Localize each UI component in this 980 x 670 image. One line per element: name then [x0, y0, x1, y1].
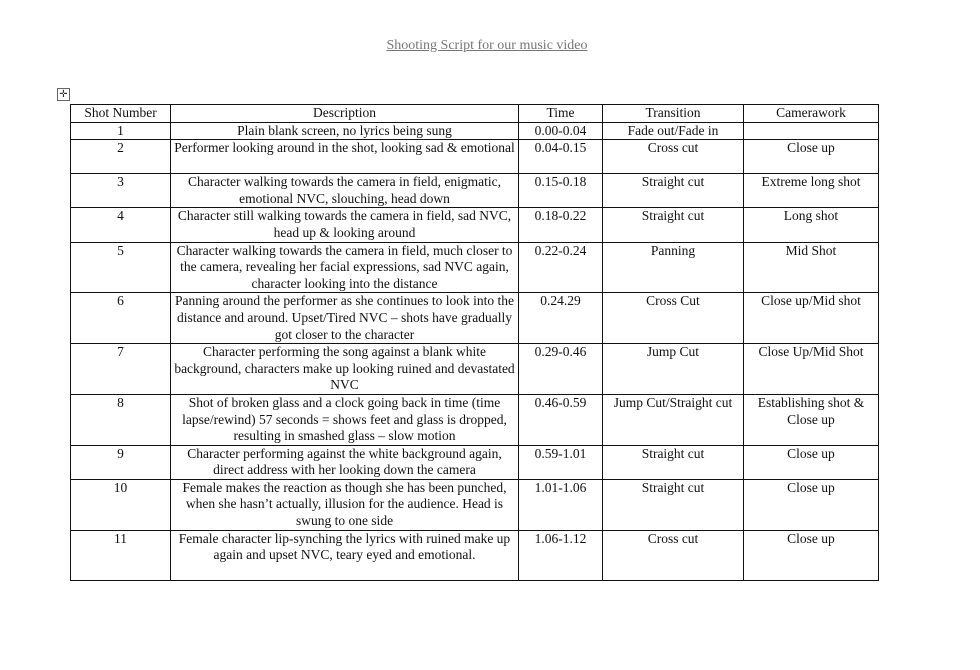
camerawork-cell: Long shot [744, 208, 879, 242]
shot-number-cell: 5 [71, 242, 171, 293]
time-cell: 0.22-0.24 [519, 242, 603, 293]
camerawork-cell: Establishing shot & Close up [744, 394, 879, 445]
time-cell: 0.15-0.18 [519, 174, 603, 208]
description-cell: Performer looking around in the shot, looking sad & emotional [171, 140, 519, 174]
table-row [71, 208, 879, 242]
time-cell: 0.24.29 [519, 293, 603, 344]
table-row [71, 174, 879, 208]
table-move-handle-icon[interactable]: ✛ [57, 88, 70, 101]
description-cell: Character performing the song against a blank white background, characters make up looking ruined and devastated NVC [171, 344, 519, 395]
time-cell: 0.29-0.46 [519, 344, 603, 395]
shot-number-cell: 2 [71, 140, 171, 174]
time-cell: 0.59-1.01 [519, 445, 603, 479]
shot-number-cell: 8 [71, 394, 171, 445]
transition-cell: Cross cut [603, 140, 744, 174]
table-row [71, 122, 879, 140]
transition-cell: Jump Cut [603, 344, 744, 395]
camerawork-cell: Close up/Mid shot [744, 293, 879, 344]
transition-cell: Panning [603, 242, 744, 293]
header-camerawork: Camerawork [744, 105, 879, 123]
shot-number-cell: 1 [71, 122, 171, 140]
transition-cell: Straight cut [603, 174, 744, 208]
transition-cell: Straight cut [603, 208, 744, 242]
shooting-script-table [70, 104, 879, 581]
shot-number-cell: 11 [71, 530, 171, 580]
table-row [71, 344, 879, 395]
camerawork-cell: Close Up/Mid Shot [744, 344, 879, 395]
transition-cell: Straight cut [603, 445, 744, 479]
header-shot-number: Shot Number [71, 105, 171, 123]
shot-number-cell: 3 [71, 174, 171, 208]
camerawork-cell [744, 122, 879, 140]
time-cell: 1.01-1.06 [519, 479, 603, 530]
header-transition: Transition [603, 105, 744, 123]
header-time: Time [519, 105, 603, 123]
camerawork-cell: Close up [744, 140, 879, 174]
time-cell: 0.18-0.22 [519, 208, 603, 242]
description-cell: Character walking towards the camera in field, much closer to the camera, revealing her facial expressions, sad NVC again, character looking into the distance [171, 242, 519, 293]
table-row [71, 242, 879, 293]
camerawork-cell: Close up [744, 479, 879, 530]
description-cell: Character still walking towards the camera in field, sad NVC, head up & looking around [171, 208, 519, 242]
shot-number-cell: 6 [71, 293, 171, 344]
camerawork-cell: Close up [744, 530, 879, 580]
table-row [71, 140, 879, 174]
description-cell: Plain blank screen, no lyrics being sung [171, 122, 519, 140]
transition-cell: Cross cut [603, 530, 744, 580]
transition-cell: Fade out/Fade in [603, 122, 744, 140]
transition-cell: Cross Cut [603, 293, 744, 344]
table-row [71, 394, 879, 445]
description-cell: Shot of broken glass and a clock going back in time (time lapse/rewind) 57 seconds = shows feet and glass is dropped, resulting in smashed glass – slow motion [171, 394, 519, 445]
shot-number-cell: 9 [71, 445, 171, 479]
shot-number-cell: 10 [71, 479, 171, 530]
table-row [71, 479, 879, 530]
document-title: Shooting Script for our music video [386, 38, 588, 53]
time-cell: 0.00-0.04 [519, 122, 603, 140]
camerawork-cell: Mid Shot [744, 242, 879, 293]
time-cell: 0.46-0.59 [519, 394, 603, 445]
transition-cell: Jump Cut/Straight cut [603, 394, 744, 445]
description-cell: Female character lip-synching the lyrics with ruined make up again and upset NVC, teary eyed and emotional. [171, 530, 519, 580]
table-header-row [71, 105, 879, 123]
description-cell: Panning around the performer as she continues to look into the distance and around. Upset/Tired NVC – shots have gradually got closer to the character [171, 293, 519, 344]
table-row [71, 293, 879, 344]
transition-cell: Straight cut [603, 479, 744, 530]
table-row [71, 530, 879, 580]
table-row [71, 445, 879, 479]
description-cell: Female makes the reaction as though she has been punched, when she hasn’t actually, illusion for the audience. Head is swung to one side [171, 479, 519, 530]
time-cell: 1.06-1.12 [519, 530, 603, 580]
time-cell: 0.04-0.15 [519, 140, 603, 174]
camerawork-cell: Extreme long shot [744, 174, 879, 208]
shot-number-cell: 7 [71, 344, 171, 395]
camerawork-cell: Close up [744, 445, 879, 479]
shot-number-cell: 4 [71, 208, 171, 242]
description-cell: Character walking towards the camera in field, enigmatic, emotional NVC, slouching, head down [171, 174, 519, 208]
description-cell: Character performing against the white background again, direct address with her looking down the camera [171, 445, 519, 479]
header-description: Description [171, 105, 519, 123]
